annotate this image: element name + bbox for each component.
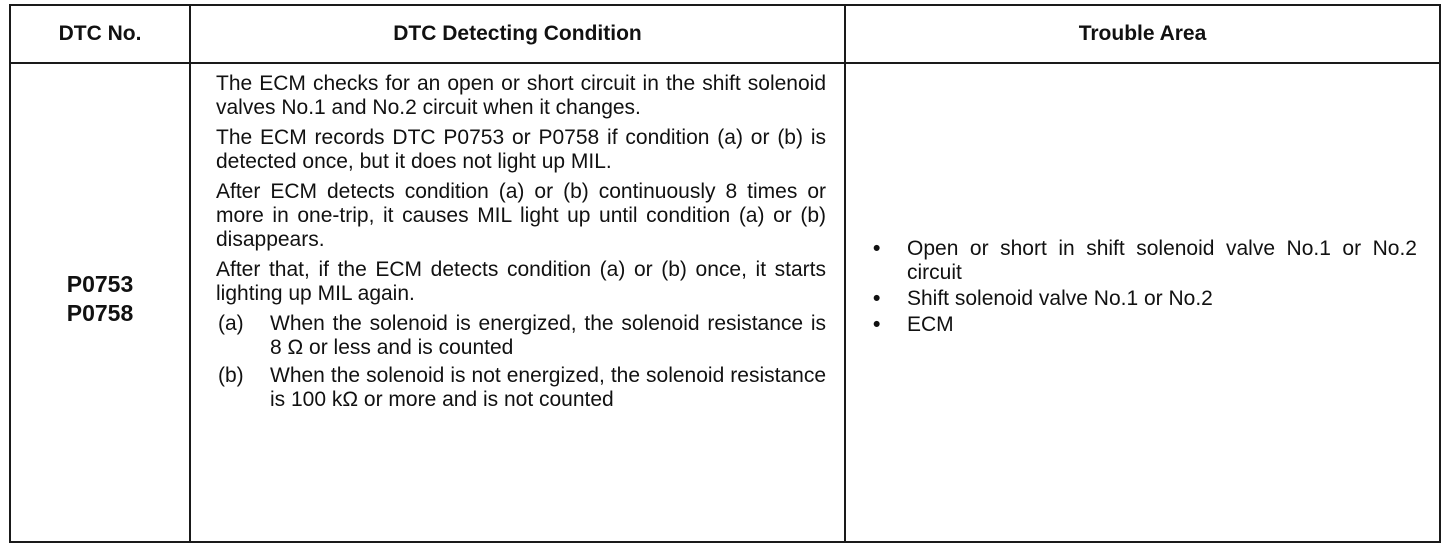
trouble-area-item	[873, 237, 1417, 285]
dtc-codes-cell	[11, 64, 191, 541]
condition-item-b	[216, 364, 826, 412]
trouble-area-text: ECM	[907, 312, 954, 336]
dtc-code: P0758	[66, 299, 134, 326]
condition-item-a	[216, 312, 826, 360]
condition-item-label: (b)	[218, 364, 244, 387]
condition-item-text: When the solenoid is not energized, the solenoid resistance is 100 kΩ or more and is not counted	[270, 364, 826, 411]
trouble-area-item	[873, 313, 1417, 337]
condition-paragraph: After ECM detects condition (a) or (b) continuously 8 times or more in one-trip, it causes MIL light up until condition (a) or (b) disappears.	[216, 180, 826, 251]
condition-paragraph: After that, if the ECM detects condition (a) or (b) once, it starts lighting up MIL again.	[216, 258, 826, 305]
condition-paragraph: The ECM records DTC P0753 or P0758 if condition (a) or (b) is detected once, but it does not light up MIL.	[216, 126, 826, 173]
bullet-icon: •	[873, 236, 881, 260]
bullet-icon: •	[873, 286, 881, 310]
condition-cell	[191, 64, 846, 541]
trouble-area-text: Open or short in shift solenoid valve No.1 or No.2 circuit	[907, 236, 1417, 284]
bullet-icon: •	[873, 312, 881, 336]
header-trouble-area: Trouble Area	[846, 6, 1439, 64]
header-dtc-no: DTC No.	[11, 6, 191, 64]
trouble-area-item	[873, 287, 1417, 311]
condition-item-text: When the solenoid is energized, the solenoid resistance is 8 Ω or less and is counted	[270, 312, 826, 359]
condition-paragraph: The ECM checks for an open or short circuit in the shift solenoid valves No.1 and No.2 circuit when it changes.	[216, 72, 826, 119]
dtc-code: P0753	[66, 270, 134, 297]
trouble-area-text: Shift solenoid valve No.1 or No.2	[907, 286, 1213, 310]
trouble-area-cell	[846, 64, 1439, 541]
condition-item-label: (a)	[218, 312, 244, 335]
header-condition: DTC Detecting Condition	[191, 6, 846, 64]
dtc-table	[9, 4, 1441, 543]
